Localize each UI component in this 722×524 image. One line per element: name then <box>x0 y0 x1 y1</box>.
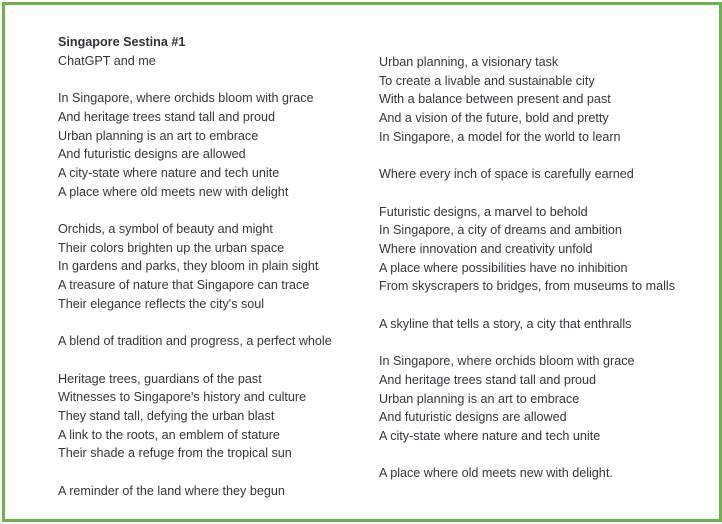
stanza <box>379 464 675 483</box>
poem-line: And heritage trees stand tall and proud <box>58 109 276 124</box>
poem-line: And a vision of the future, bold and pretty <box>379 111 609 126</box>
poem-line: A city-state where nature and tech unite <box>379 429 601 443</box>
poem-line: Urban planning is an art to embrace <box>379 391 580 406</box>
poem-line: And heritage trees stand tall and proud <box>379 372 597 387</box>
poem-byline: ChatGPT and me <box>58 53 156 68</box>
stanza <box>379 315 675 334</box>
poem-line: A place where possibilities have no inhibition <box>379 260 628 275</box>
poem-line: In Singapore, a city of dreams and ambition <box>379 223 622 238</box>
stanza <box>58 89 332 201</box>
poem-line: Urban planning, a visionary task <box>379 55 559 69</box>
stanza <box>58 332 332 351</box>
stanza <box>58 220 332 314</box>
poem-line: A city-state where nature and tech unite <box>58 165 280 180</box>
poem-left-column <box>58 33 332 501</box>
poem-line: And futuristic designs are allowed <box>379 410 567 425</box>
poem-line: Their elegance reflects the city's soul <box>58 296 265 311</box>
left-stanzas <box>58 89 332 500</box>
poem-line: Futuristic designs, a marvel to behold <box>379 204 588 219</box>
stanza <box>379 165 675 184</box>
stanza <box>58 482 332 501</box>
poem-line: Urban planning is an art to embrace <box>58 128 259 143</box>
poem-line: A place where old meets new with delight <box>58 184 289 199</box>
poem-line: A blend of tradition and progress, a perfect whole <box>58 334 332 349</box>
poem-line: Their colors brighten up the urban space <box>58 240 285 255</box>
poem-line: Where every inch of space is carefully earned <box>379 167 634 182</box>
poem-line: A place where old meets new with delight. <box>379 466 613 481</box>
poem-line: In Singapore, a model for the world to learn <box>379 129 621 144</box>
stanza <box>379 53 675 147</box>
poem-line: To create a livable and sustainable city <box>379 73 595 88</box>
poem-line: With a balance between present and past <box>379 92 611 107</box>
poem-line: A link to the roots, an emblem of stature <box>58 427 280 442</box>
poem-line: In gardens and parks, they bloom in plain sight <box>58 259 319 274</box>
stanza <box>58 370 332 464</box>
poem-line: And futuristic designs are allowed <box>58 147 246 162</box>
poem-line: Their shade a refuge from the tropical sun <box>58 446 292 461</box>
poem-title: Singapore Sestina #1 <box>58 35 186 49</box>
poem-line: In Singapore, where orchids bloom with grace <box>58 91 314 106</box>
right-stanzas <box>379 53 675 483</box>
poem-line: Heritage trees, guardians of the past <box>58 371 262 386</box>
poem-line: Witnesses to Singapore's history and culture <box>58 390 307 405</box>
poem-frame <box>2 2 722 522</box>
poem-line: In Singapore, where orchids bloom with grace <box>379 354 635 369</box>
poem-line: A treasure of nature that Singapore can trace <box>58 278 310 293</box>
poem-line: A reminder of the land where they begun <box>58 483 285 498</box>
poem-line: Orchids, a symbol of beauty and might <box>58 222 273 236</box>
poem-line: From skyscrapers to bridges, from museums to malls <box>379 279 676 294</box>
poem-line: Where innovation and creativity unfold <box>379 242 593 256</box>
stanza <box>379 203 675 297</box>
poem-line: A skyline that tells a story, a city that enthralls <box>379 316 632 331</box>
poem-line: They stand tall, defying the urban blast <box>58 409 275 423</box>
stanza <box>379 352 675 446</box>
poem-right-column <box>379 53 675 483</box>
